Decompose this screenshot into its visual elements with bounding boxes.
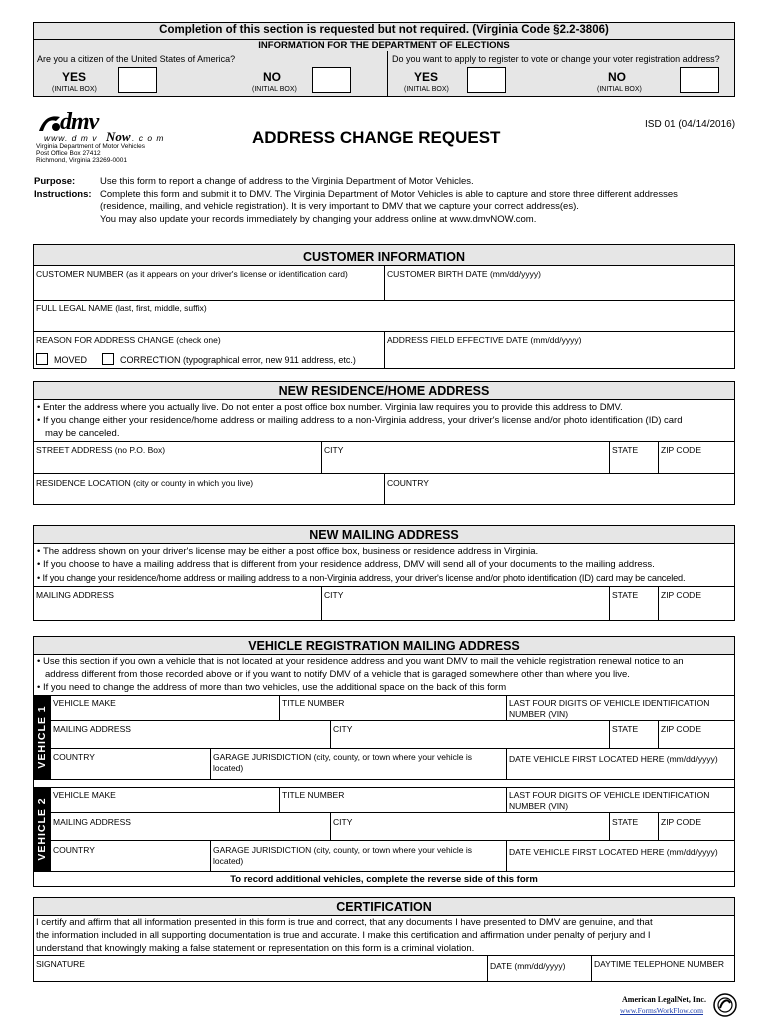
v2-title-number-field[interactable]: [280, 788, 506, 812]
certification-section: [33, 897, 735, 982]
signature-field[interactable]: [34, 956, 487, 981]
v1-country-label: COUNTRY: [53, 752, 95, 762]
v2-city-field[interactable]: [331, 813, 609, 840]
v1-country-field[interactable]: [51, 749, 210, 779]
v2-zip-label: ZIP CODE: [661, 817, 701, 827]
customer-number-label: CUSTOMER NUMBER (as it appears on your driver's license or identification card): [36, 269, 348, 279]
publisher-site[interactable]: www.FormsWorkFlow.com: [620, 1006, 704, 1015]
full-name-field[interactable]: [34, 301, 734, 331]
v1-garage-label-2: located): [213, 763, 244, 773]
residence-country-label: COUNTRY: [387, 478, 429, 488]
dmv-address-2: Post Office Box 27412: [36, 150, 101, 157]
v2-date-located-label: DATE VEHICLE FIRST LOCATED HERE (mm/dd/yyyy): [509, 847, 718, 857]
mailing-city-label: CITY: [324, 590, 344, 600]
citizen-yes-initial: (INITIAL BOX): [52, 86, 97, 93]
birth-date-field[interactable]: [385, 266, 734, 300]
residence-state-label: STATE: [612, 445, 639, 455]
daytime-phone-label: DAYTIME TELEPHONE NUMBER: [594, 959, 725, 969]
v2-garage-label-1: GARAGE JURISDICTION (city, county, or town where your vehicle is: [213, 845, 473, 855]
v1-garage-label-1: GARAGE JURISDICTION (city, county, or town where your vehicle is: [213, 752, 473, 762]
customer-section: [33, 244, 735, 369]
mailing-address-label: MAILING ADDRESS: [36, 590, 114, 600]
v1-state-label: STATE: [612, 724, 639, 734]
residence-bullet-3: may be canceled.: [45, 428, 120, 439]
vehicle-footer-note: To record additional vehicles, complete the reverse side of this form: [230, 874, 538, 885]
v1-vin-label-1: LAST FOUR DIGITS OF VEHICLE IDENTIFICATION: [509, 698, 710, 708]
daytime-phone-field[interactable]: [592, 956, 734, 981]
dmv-address-1: Virginia Department of Motor Vehicles: [36, 143, 145, 150]
dmv-url-suffix: . c o m: [132, 133, 165, 143]
v1-zip-label: ZIP CODE: [661, 724, 701, 734]
certification-title: CERTIFICATION: [336, 900, 432, 914]
birth-date-label: CUSTOMER BIRTH DATE (mm/dd/yyyy): [387, 269, 541, 279]
moved-checkbox[interactable]: [36, 353, 48, 365]
voter-no-initial: (INITIAL BOX): [597, 86, 642, 93]
form-id: ISD 01 (04/14/2016): [645, 119, 736, 130]
elections-subtitle: INFORMATION FOR THE DEPARTMENT OF ELECTIONS: [258, 40, 510, 51]
v2-vin-field[interactable]: [507, 788, 734, 812]
v1-make-field[interactable]: [51, 696, 279, 720]
voter-yes-initial-box[interactable]: [467, 67, 506, 93]
voter-no-label: NO: [608, 70, 626, 84]
v2-vin-label-2: NUMBER (VIN): [509, 801, 569, 811]
dmv-now-text: Now: [106, 129, 131, 144]
mailing-address-field[interactable]: [34, 587, 321, 620]
v1-mailing-label: MAILING ADDRESS: [53, 724, 131, 734]
mailing-bullet-3: • If you change your residence/home address or mailing address to a non-Virginia address, your driver's license and/or photo identification (ID) card may be canceled.: [37, 573, 686, 583]
v2-mailing-label: MAILING ADDRESS: [53, 817, 131, 827]
residence-zip-label: ZIP CODE: [661, 445, 701, 455]
v1-garage-field[interactable]: [211, 749, 506, 779]
vehicle-bullet-1: • Use this section if you own a vehicle that is not located at your residence address and you want DMV to mail the vehicle registration renewal notice to an: [37, 656, 684, 667]
instructions-line-3: You may also update your records immediately by changing your address online at www.dmvNOW.com.: [100, 214, 537, 225]
v2-garage-field[interactable]: [211, 841, 506, 871]
effective-date-label: ADDRESS FIELD EFFECTIVE DATE (mm/dd/yyyy): [387, 335, 582, 345]
mailing-bullet-2: • If you choose to have a mailing address that is different from your residence address, DMV will send all of your documents to the mailing address.: [37, 559, 655, 570]
dmv-logo: [36, 109, 186, 165]
v2-state-label: STATE: [612, 817, 639, 827]
v1-title-number-label: TITLE NUMBER: [282, 698, 345, 708]
v1-date-located-label: DATE VEHICLE FIRST LOCATED HERE (mm/dd/yyyy): [509, 754, 718, 764]
v2-make-field[interactable]: [51, 788, 279, 812]
citizen-no-label: NO: [263, 70, 281, 84]
publisher-logo-icon: [713, 993, 737, 1017]
publisher-name: American LegalNet, Inc.: [622, 995, 706, 1004]
purpose-text: Use this form to report a change of address to the Virginia Department of Motor Vehicles.: [100, 176, 474, 187]
citizen-yes-initial-box[interactable]: [118, 67, 157, 93]
v1-city-label: CITY: [333, 724, 353, 734]
mailing-zip-field[interactable]: [659, 587, 734, 620]
v1-state-field[interactable]: [610, 721, 658, 748]
vehicle-title: VEHICLE REGISTRATION MAILING ADDRESS: [248, 639, 520, 653]
mailing-section: [33, 525, 735, 621]
residence-location-field[interactable]: [34, 474, 384, 504]
residence-section: [33, 381, 735, 505]
mailing-city-field[interactable]: [322, 587, 609, 620]
v1-city-field[interactable]: [331, 721, 609, 748]
signature-label: SIGNATURE: [36, 959, 85, 969]
residence-bullet-2: • If you change either your residence/home address or mailing address to a non-Virginia address, your driver's license and/or photo identification (ID) card: [37, 415, 683, 426]
voter-question: Do you want to apply to register to vote or change your voter registration address?: [392, 54, 720, 64]
reason-label: REASON FOR ADDRESS CHANGE (check one): [36, 335, 221, 345]
citizen-no-initial: (INITIAL BOX): [252, 86, 297, 93]
correction-checkbox[interactable]: [102, 353, 114, 365]
v2-city-label: CITY: [333, 817, 353, 827]
page-title: ADDRESS CHANGE REQUEST: [252, 128, 501, 147]
residence-location-label: RESIDENCE LOCATION (city or county in which you live): [36, 478, 254, 488]
v1-vin-field[interactable]: [507, 696, 734, 720]
vehicle-bullet-3: • If you need to change the address of more than two vehicles, use the additional space on the back of this form: [37, 682, 507, 693]
dmv-address-3: Richmond, Virginia 23269-0001: [36, 157, 127, 164]
v2-zip-field[interactable]: [659, 813, 734, 840]
street-address-label: STREET ADDRESS (no P.O. Box): [36, 445, 166, 455]
residence-country-field[interactable]: [385, 474, 734, 504]
correction-label: CORRECTION (typographical error, new 911 address, etc.): [120, 355, 356, 365]
v2-mailing-field[interactable]: [51, 813, 330, 840]
vehicle-1-tab: VEHICLE 1: [34, 695, 50, 779]
residence-city-field[interactable]: [322, 442, 609, 473]
customer-number-field[interactable]: [34, 266, 384, 300]
mailing-state-field[interactable]: [610, 587, 658, 620]
dmv-swoosh-icon: [36, 113, 62, 135]
street-address-field[interactable]: [34, 442, 321, 473]
cert-date-label: DATE (mm/dd/yyyy): [490, 961, 566, 971]
dmv-url-prefix: www. d m v: [44, 133, 98, 143]
residence-state-field[interactable]: [610, 442, 658, 473]
residence-bullet-1: • Enter the address where you actually live. Do not enter a post office box number. Virginia law requires you to provide this address to DMV.: [37, 402, 623, 413]
v1-title-number-field[interactable]: [280, 696, 506, 720]
full-name-label: FULL LEGAL NAME (last, first, middle, suffix): [36, 303, 207, 313]
mailing-state-label: STATE: [612, 590, 639, 600]
residence-city-label: CITY: [324, 445, 344, 455]
v2-date-located-field[interactable]: [507, 841, 734, 871]
v1-vin-label-2: NUMBER (VIN): [509, 709, 569, 719]
instructions-line-1: Complete this form and submit it to DMV. The Virginia Department of Motor Vehicles is able to capture and store three different addresses: [100, 189, 678, 200]
mailing-zip-label: ZIP CODE: [661, 590, 701, 600]
residence-title: NEW RESIDENCE/HOME ADDRESS: [278, 384, 490, 398]
elections-title: Completion of this section is requested but not required. (Virginia Code §2.2-3806): [159, 24, 609, 36]
voter-no-initial-box[interactable]: [680, 67, 719, 93]
v1-mailing-field[interactable]: [51, 721, 330, 748]
moved-label: MOVED: [54, 355, 88, 365]
v2-state-field[interactable]: [610, 813, 658, 840]
v2-vin-label-1: LAST FOUR DIGITS OF VEHICLE IDENTIFICATION: [509, 790, 710, 800]
certification-line-2: the information included in all supporting documentation is true and accurate. I make this certification and affirmation under penalty of perjury and I: [36, 930, 651, 941]
dmv-logo-text: dmv: [60, 109, 99, 135]
effective-date-field[interactable]: [385, 332, 734, 368]
cert-date-field[interactable]: [488, 956, 591, 981]
v2-garage-label-2: located): [213, 856, 244, 866]
v2-make-label: VEHICLE MAKE: [53, 790, 116, 800]
purpose-label: Purpose:: [34, 176, 76, 187]
v1-make-label: VEHICLE MAKE: [53, 698, 116, 708]
v1-date-located-field[interactable]: [507, 749, 734, 779]
vehicle-section: [33, 636, 735, 887]
residence-zip-field[interactable]: [659, 442, 734, 473]
citizen-yes-label: YES: [62, 70, 87, 84]
vehicle-bullet-2: address different from those recorded above or if you want to notify DMV of a vehicle that is garaged somewhere other than where you live.: [45, 669, 630, 680]
customer-title: CUSTOMER INFORMATION: [302, 250, 466, 264]
v1-zip-field[interactable]: [659, 721, 734, 748]
v2-country-field[interactable]: [51, 841, 210, 871]
certification-line-3: understand that knowingly making a false statement or representation on this form is a criminal violation.: [36, 943, 475, 954]
mailing-bullet-1: • The address shown on your driver's license may be either a post office box, business or residence address in Virginia.: [37, 546, 539, 557]
instructions-line-2: (residence, mailing, and vehicle registration). It is very important to DMV that we capture your correct address(es).: [100, 201, 579, 212]
voter-yes-initial: (INITIAL BOX): [404, 86, 449, 93]
v2-title-number-label: TITLE NUMBER: [282, 790, 345, 800]
vehicle-2-tab: VEHICLE 2: [34, 787, 50, 871]
certification-line-1: I certify and affirm that all information presented in this form is true and correct, that any documents I have presented to DMV are genuine, and that: [36, 917, 653, 928]
mailing-title: NEW MAILING ADDRESS: [309, 528, 459, 542]
voter-yes-label: YES: [414, 70, 439, 84]
v2-country-label: COUNTRY: [53, 845, 95, 855]
citizen-no-initial-box[interactable]: [312, 67, 351, 93]
instructions-label: Instructions:: [34, 189, 92, 200]
citizen-question: Are you a citizen of the United States of America?: [37, 54, 236, 64]
elections-section: [33, 22, 735, 97]
